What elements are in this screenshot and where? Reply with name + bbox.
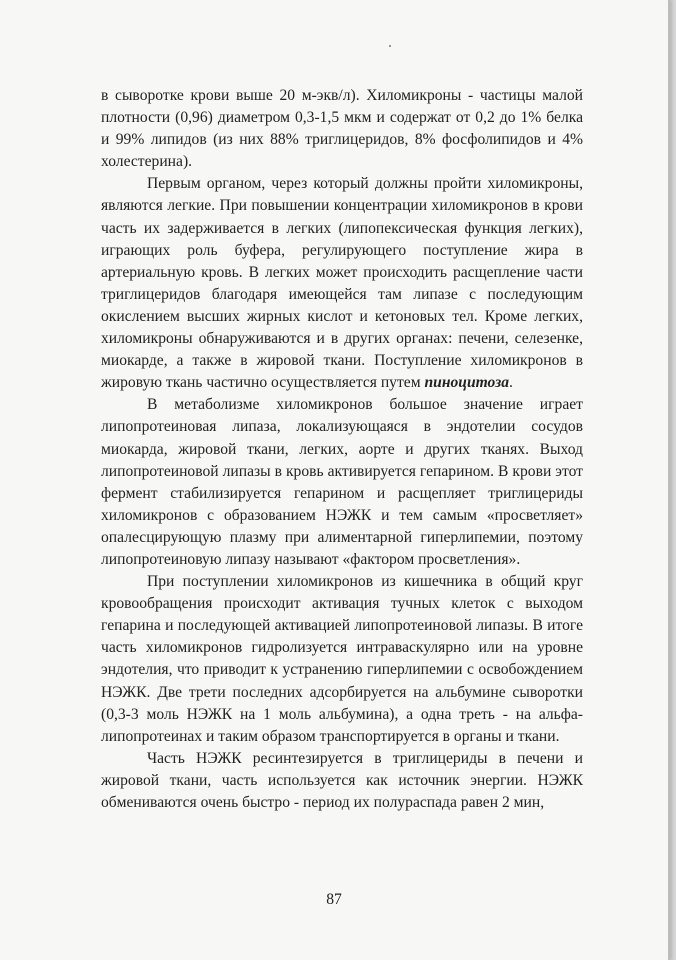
term-pinocytosis: пиноцитоза — [424, 374, 510, 392]
page-number: 87 — [326, 891, 342, 908]
paragraph-2-end: . — [509, 374, 513, 392]
paragraph-3: В метаболизме хиломикронов большое значение играет липопротеиновая липаза, локализующаяся в эндотелии сосудов миокарда, жировой ткани, легких, аорте и других тканях. Выход липопротеиновой липазы в кровь активируется гепарином. В крови этот фермент стабилизируется гепарином и расщепляет триглицериды хиломикронов с образованием НЭЖК и тем самым «просветляет» опалесцирующую плазму при алиментарной гиперлипемии, поэтому липопротеиновую липазу называют «фактором просветления». — [101, 396, 583, 568]
paragraph-2 — [101, 173, 583, 394]
page-body — [101, 85, 583, 814]
paragraph-1: в сыворотке крови выше 20 м-экв/л). Хиломикроны - частицы малой плотности (0,96) диаметром 0,3-1,5 мкм и содержат от 0,2 до 1% белка и 99% липидов (из них 88% триглицеридов, 8% фосфолипидов и 4% холестерина). — [101, 87, 583, 171]
paragraph-4: При поступлении хиломикронов из кишечника в общий круг кровообращения происходит активация тучных клеток с выходом гепарина и последующей активацией липопротеиновой липазы. В итоге часть хиломикронов гидролизуется интраваскулярно или на уровне эндотелия, что приводит к устранению гиперлипемии с освобождением НЭЖК. Две трети последних адсорбируется на альбумине сыворотки (0,3-3 моль НЭЖК на 1 моль альбумина), а одна треть - на альфа-липопротеинах и таким образом транспортируется в органы и ткани. — [101, 573, 583, 745]
paragraph-5: Часть НЭЖК ресинтезируется в триглицериды в печени и жировой ткани, часть используется как источник энергии. НЭЖК обмениваются очень быстро - период их полураспада равен 2 мин, — [101, 749, 583, 811]
scan-speck — [389, 45, 391, 47]
paragraph-2-text: Первым органом, через который должны пройти хиломикроны, являются легкие. При повышении концентрации хиломикронов в крови часть их задерживается в легких (липопексическая функция легких), играющих роль буфера, регулирующего поступление жира в артериальную кровь. В легких может происходить расщепление части триглицеридов благодаря имеющейся там липазе с последующим окислением высших жирных кислот и кетоновых тел. Кроме легких, хиломикроны обнаруживаются и в других органах: печени, селезенке, миокарде, а также в жировой ткани. Поступление хиломикронов в жировую ткань частично осуществляется путем — [101, 175, 583, 392]
